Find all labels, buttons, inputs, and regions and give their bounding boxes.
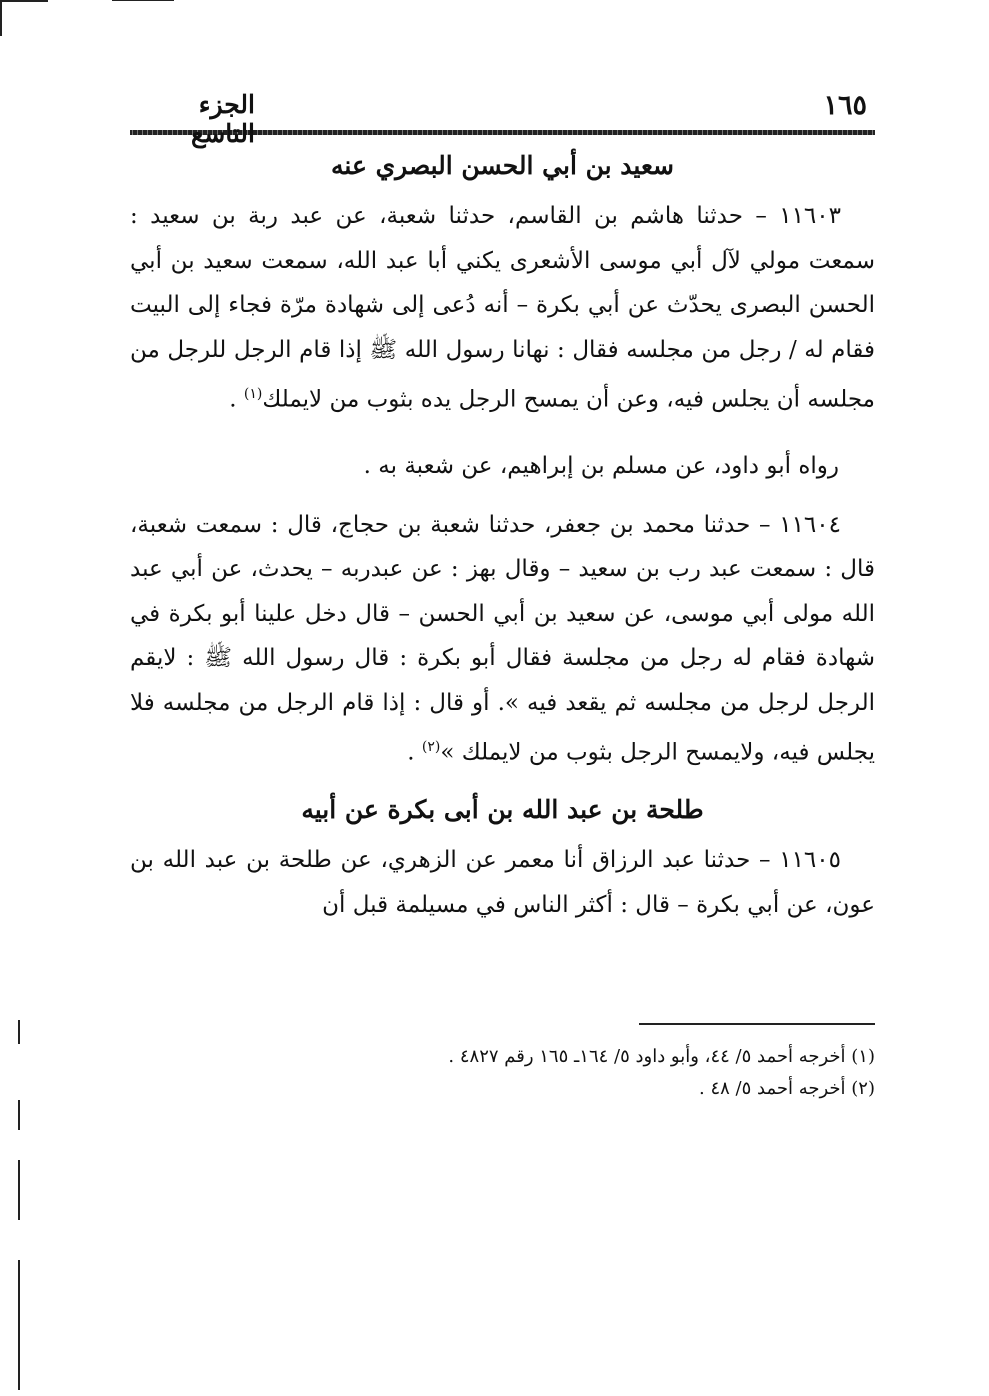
scan-edge-mark [18, 1020, 20, 1044]
footnote-rule [639, 1023, 875, 1025]
section-title: سعيد بن أبي الحسن البصري عنه [331, 151, 674, 180]
scan-edge-mark [112, 0, 174, 1]
page-number: ١٦٥ [823, 90, 867, 121]
scan-edge-mark [18, 1160, 20, 1220]
hadith-paragraph: ١١٦٠٤ – حدثنا محمد بن جعفر، حدثنا شعبة بن حجاج، قال : سمعت شعبة، قال : سمعت عبد رب بن سعيد – وقال بهز : عن عبدربه – يحدث، عن أبي عبد الله مولى أبي موسى، عن سعيد بن أبي الحسن – قال دخل علينا أبو بكرة في شهادة فقام له رجل من مجلسة فقال أبو بكرة : قال رسول الله ﷺ : لايقم الرجل لرجل من مجلسه ثم يقعد فيه ». أو قال : إذا قام الرجل من مجلسه فلا يجلس فيه، ولايمسح الرجل بثوب من لايملك »$^{(٢)}$ . [130, 511, 875, 766]
book-page [130, 78, 875, 1105]
scan-edge-mark [18, 1260, 20, 1390]
scan-edge-mark [0, 0, 2, 36]
scan-edge-mark [18, 1100, 20, 1130]
hadith-paragraph: ١١٦٠٣ – حدثنا هاشم بن القاسم، حدثنا شعبة، عن عبد ربة بن سعيد : سمعت مولي لآل أبي موسى الأشعرى يكني أبا عبد الله، سمعت سعيد بن أبي الحسن البصرى يحدّث عن أبي بكرة – أنه دُعى إلى شهادة مرّة فجاء إلى البيت فقام له / رجل من مجلسه فقال : نهانا رسول الله ﷺ إذا قام الرجل للرجل من مجلسه أن يجلس فيه، وعن أن يمسح الرجل يده بثوب من لايملك$^{(١)}$ . [130, 203, 875, 413]
running-head [130, 78, 875, 148]
scan-edge-mark [0, 0, 48, 2]
hadith-paragraph: ١١٦٠٥ – حدثنا عبد الرزاق أنا معمر عن الزهري، عن طلحة بن عبد الله بن عون، عن أبي بكرة – قال : أكثر الناس في مسيلمة قبل أن [130, 847, 875, 918]
narration-line: رواه أبو داود، عن مسلم بن إبراهيم، عن شعبة به . [363, 453, 839, 480]
footnote-ref: (١) [243, 386, 263, 402]
footnote-ref: (٢) [421, 739, 441, 756]
footnote: (٢) أخرجه أحمد ٥/ ٤٨ . [699, 1078, 875, 1100]
running-title: الجزء التاسع [191, 90, 255, 148]
footnote: (١) أخرجه أحمد ٥/ ٤٤، وأبو داود ٥/ ١٦٤ـ ١٦٥ رقم ٤٨٢٧ . [448, 1046, 875, 1068]
section-title: طلحة بن عبد الله بن أبى بكرة عن أبيه [301, 795, 704, 825]
